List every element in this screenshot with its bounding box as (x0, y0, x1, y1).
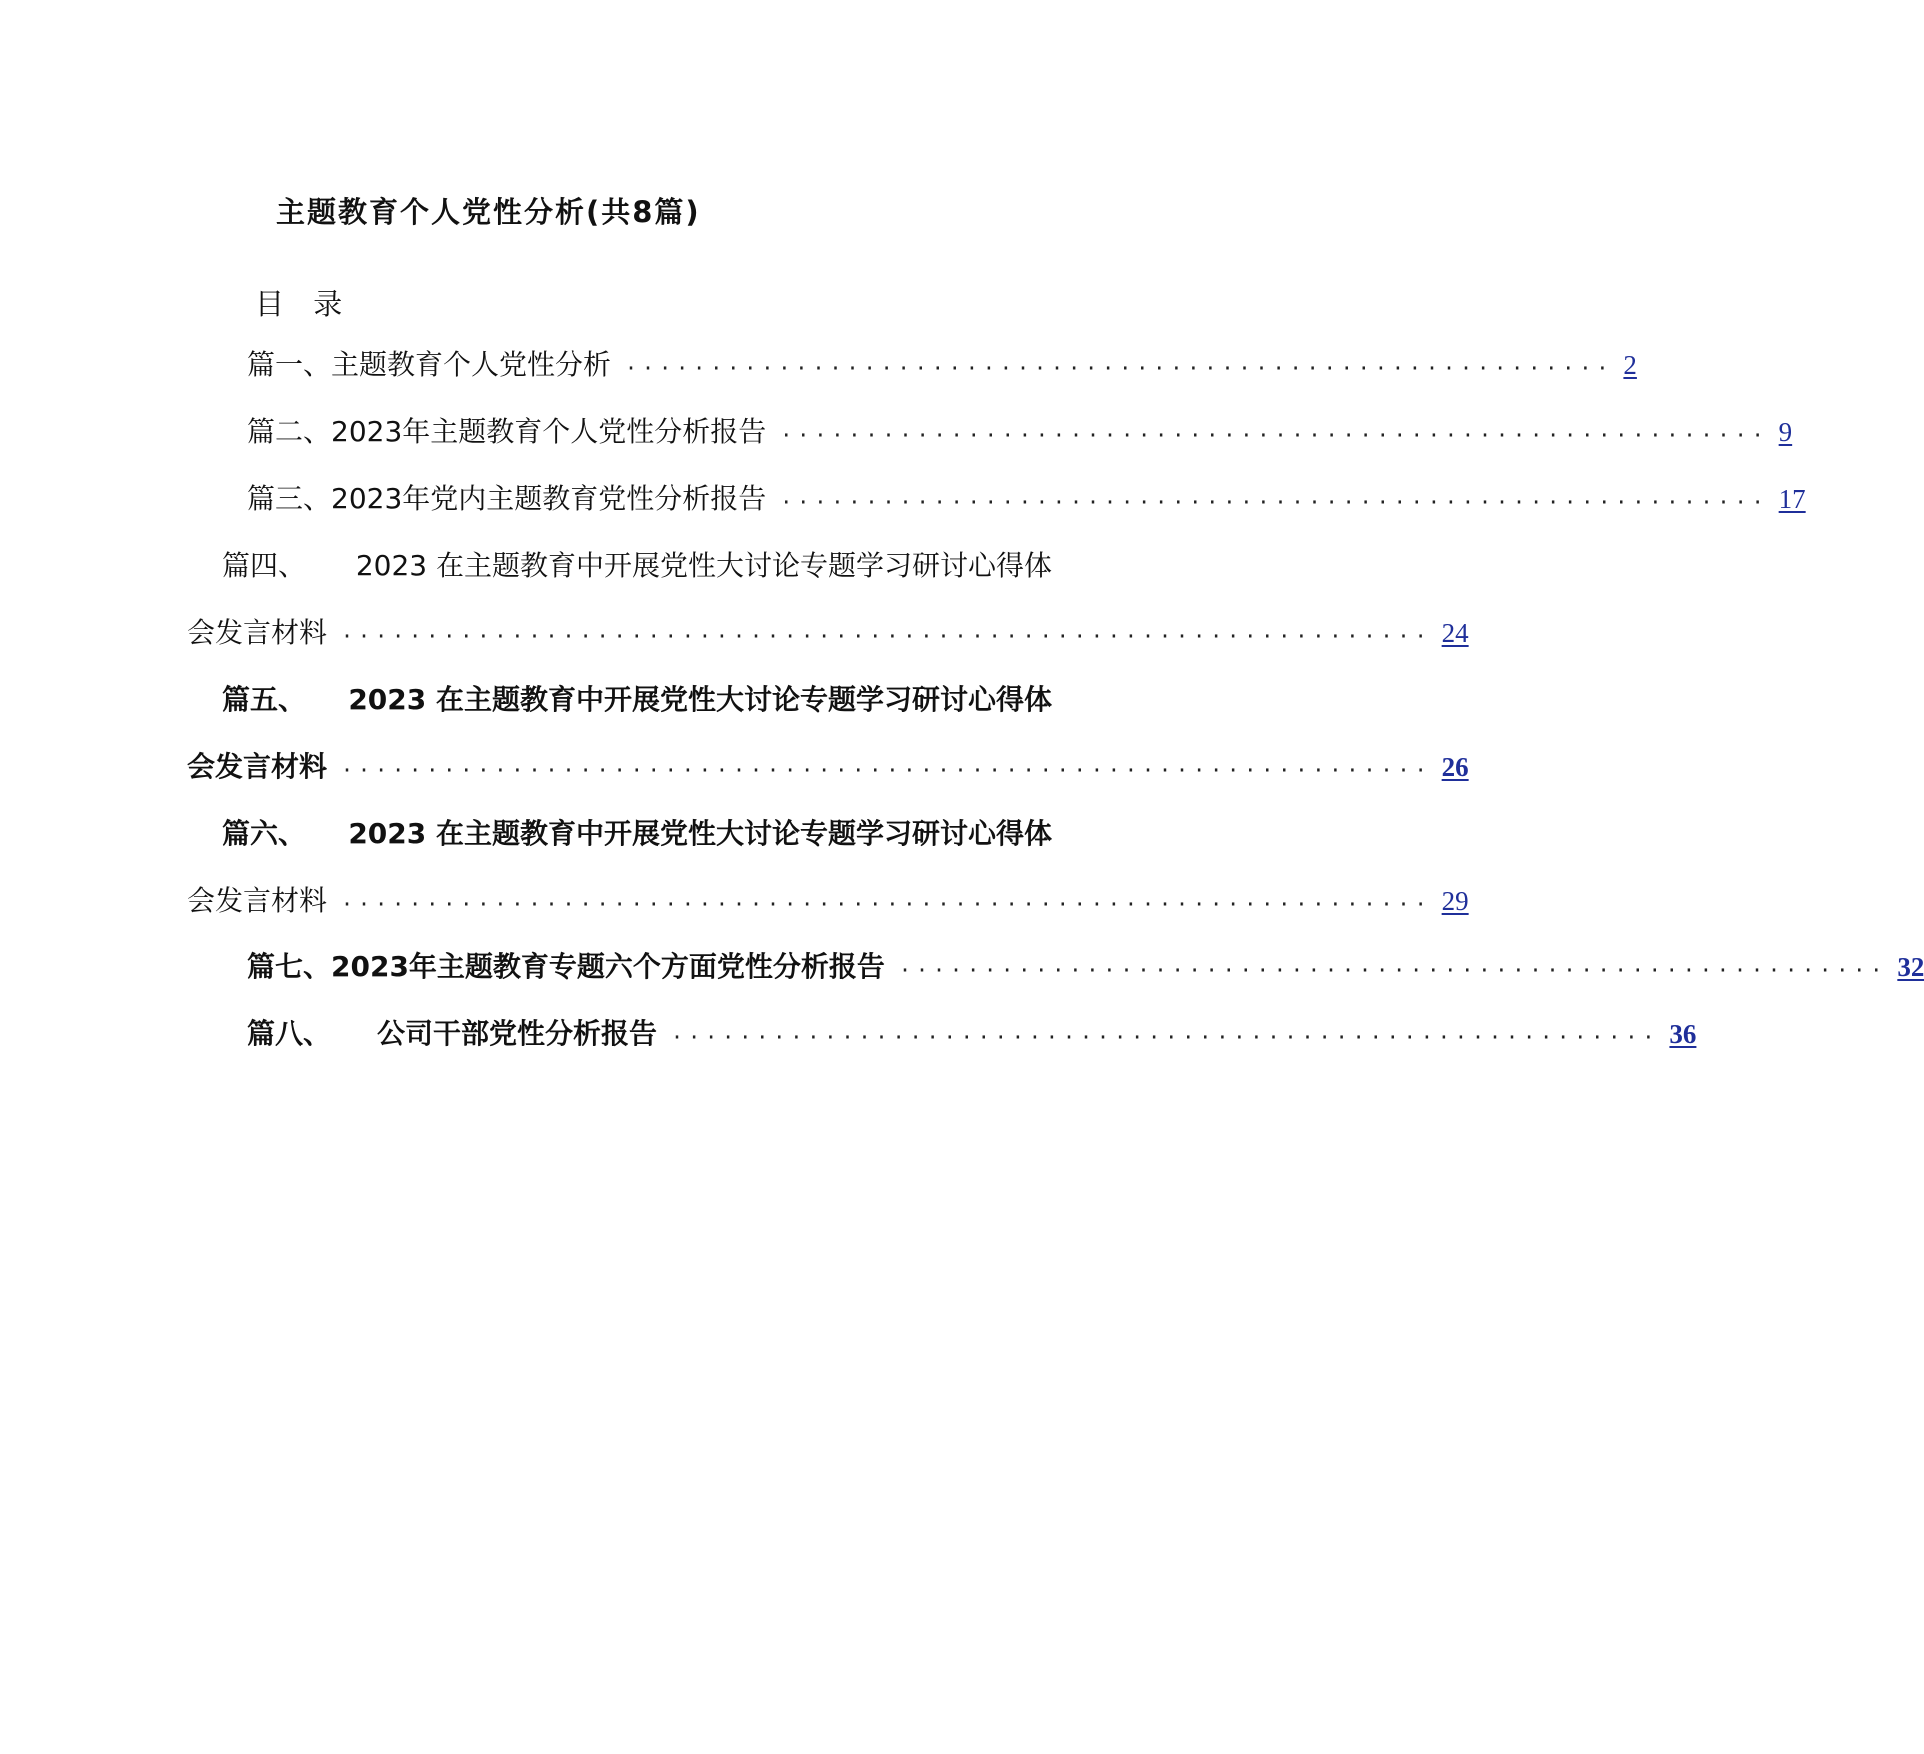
toc-dot-leader: ································································ (341, 892, 1432, 916)
toc-entry-label (247, 1014, 657, 1054)
toc-dot-leader: ·························································· (780, 423, 1769, 447)
toc-entry-label: 篇三、2023年党内主题教育党性分析报告 (247, 482, 767, 515)
toc-page-link[interactable]: 2 (1623, 350, 1637, 380)
toc-entry-label: 2023 在主题教育中开展党性大讨论专题学习研讨心得体 (348, 817, 1052, 850)
toc-dot-leader: ································································ (341, 624, 1432, 648)
toc-entry-2[interactable] (247, 412, 1793, 452)
toc-entry-5-line1[interactable] (222, 680, 1052, 720)
toc-entry-3[interactable] (247, 479, 1806, 519)
toc-heading: 目 录 (255, 287, 343, 321)
toc-dot-leader: ·························································· (898, 958, 1888, 982)
toc-entry-prefix: 篇四、 (222, 549, 307, 582)
toc-entry-label: 篇七、2023年主题教育专题六个方面党性分析报告 (247, 950, 885, 983)
toc-entry-label-text: 公司干部党性分析报告 (377, 1017, 658, 1050)
toc-entry-4-line1[interactable] (222, 546, 1052, 586)
toc-page-link[interactable]: 29 (1441, 886, 1469, 916)
toc-page-link[interactable]: 26 (1441, 752, 1469, 782)
toc-entry-6-line2[interactable] (187, 881, 1469, 921)
toc-entry-label: 2023 在主题教育中开展党性大讨论专题学习研讨心得体 (348, 683, 1052, 716)
toc-page-link[interactable]: 36 (1669, 1019, 1697, 1049)
toc-dot-leader: ·························································· (625, 356, 1614, 380)
toc-entry-prefix: 篇五、 (222, 683, 307, 716)
toc-entry-7[interactable] (247, 947, 1924, 987)
toc-entry-label-continued: 会发言材料 (187, 884, 328, 917)
toc-entry-8[interactable] (247, 1014, 1697, 1054)
toc-entry-4-line2[interactable] (187, 613, 1469, 653)
toc-page-link[interactable]: 32 (1897, 952, 1924, 982)
toc-entry-label-continued: 会发言材料 (187, 616, 328, 649)
toc-page-link[interactable]: 24 (1441, 618, 1469, 648)
toc-entry-prefix: 篇八、 (247, 1017, 332, 1050)
toc-dot-leader: ································································ (341, 758, 1432, 782)
toc-page-link[interactable]: 17 (1778, 484, 1806, 514)
toc-page-link[interactable]: 9 (1778, 417, 1793, 447)
toc-entry-1[interactable] (247, 345, 1637, 385)
toc-entry-label: 篇二、2023年主题教育个人党性分析报告 (247, 415, 767, 448)
toc-entry-label: 篇一、主题教育个人党性分析 (247, 348, 612, 381)
document-title: 主题教育个人党性分析(共8篇) (276, 195, 701, 229)
toc-entry-6-line1[interactable] (222, 814, 1052, 854)
toc-entry-label: 2023 在主题教育中开展党性大讨论专题学习研讨心得体 (355, 549, 1052, 582)
toc-entry-prefix: 篇六、 (222, 817, 307, 850)
toc-dot-leader: ·························································· (671, 1025, 1660, 1049)
toc-entry-5-line2[interactable] (187, 747, 1469, 787)
toc-entry-label-continued: 会发言材料 (187, 750, 328, 783)
toc-dot-leader: ·························································· (780, 490, 1769, 514)
